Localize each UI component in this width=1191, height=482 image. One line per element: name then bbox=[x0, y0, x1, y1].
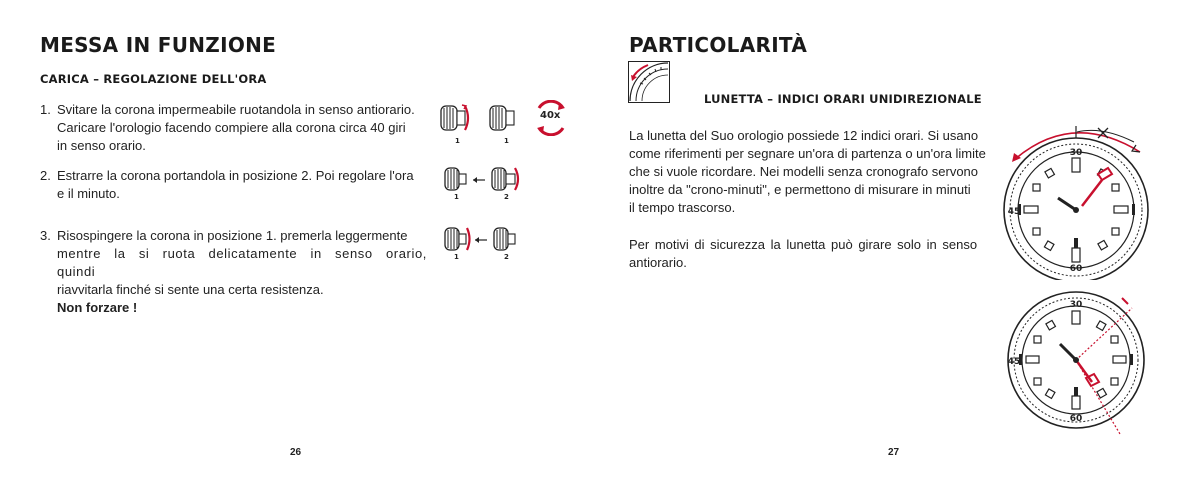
step-number-3: 3. bbox=[40, 228, 51, 243]
dial-label-left: 45 bbox=[1007, 357, 1021, 367]
paragraph-1-line-5: il tempo trascorso. bbox=[629, 200, 736, 215]
step-1-line-1: Svitare la corona impermeabile ruotandola in senso antiorario. bbox=[57, 102, 415, 117]
step-1-line-3: in senso orario. bbox=[57, 138, 146, 153]
step-3-line-1: Risospingere la corona in posizione 1. premerla leggermente bbox=[57, 228, 408, 243]
step-number-1: 1. bbox=[40, 102, 51, 117]
paragraph-1-line-4: inoltre da "crono-minuti", e permettono di misurare in minuti bbox=[629, 182, 971, 197]
crown-position-label: 2 bbox=[504, 253, 509, 261]
paragraph-1-line-2: come riferimenti per segnare un'ora di partenza o un'ora limite bbox=[629, 146, 986, 161]
section-subtitle: CARICA – REGOLAZIONE DELL'ORA bbox=[40, 72, 267, 86]
crown-position-label: 2 bbox=[504, 193, 509, 201]
page-title: MESSA IN FUNZIONE bbox=[40, 33, 277, 57]
crown-position-label: 1 bbox=[454, 253, 459, 261]
dial-label-top: 30 bbox=[1069, 148, 1083, 158]
arrow-left-icon bbox=[474, 236, 488, 244]
section-subtitle: LUNETTA – INDICI ORARI UNIDIREZIONALE bbox=[704, 92, 982, 106]
watch-dial-illustration bbox=[1002, 120, 1152, 280]
step-3-line-2: mentre la si ruota delicatamente in senso orario, quindi bbox=[57, 246, 427, 279]
dial-label-bottom: 60 bbox=[1069, 264, 1083, 274]
crown-position-label: 1 bbox=[504, 137, 509, 145]
dial-label-bottom: 60 bbox=[1069, 414, 1083, 424]
step-1-line-2: Caricare l'orologio facendo compiere alla corona circa 40 giri bbox=[57, 120, 406, 135]
crown-position-label: 1 bbox=[455, 137, 460, 145]
step-1-text bbox=[57, 101, 429, 155]
paragraph-1-line-1: La lunetta del Suo orologio possiede 12 indici orari. Si usano bbox=[629, 128, 979, 143]
bezel-rotation-icon bbox=[628, 61, 670, 103]
page-title: PARTICOLARITÀ bbox=[629, 33, 808, 57]
page-left bbox=[0, 0, 595, 482]
crown-position-label: 1 bbox=[454, 193, 459, 201]
warning-text: Non forzare ! bbox=[57, 300, 138, 315]
watch-dial-illustration bbox=[1002, 288, 1152, 438]
paragraph-1-line-3: che si vuole ricordare. Nei modelli senza cronografo servono bbox=[629, 164, 979, 179]
step-3-text bbox=[57, 227, 427, 317]
turns-label: 40x bbox=[540, 110, 561, 121]
page-number: 26 bbox=[290, 447, 302, 458]
step-2-line-1: Estrarre la corona portandola in posizione 2. Poi regolare l'ora bbox=[57, 168, 414, 183]
dial-label-top: 30 bbox=[1069, 300, 1083, 310]
step-2-text bbox=[57, 167, 429, 203]
arrow-left-icon bbox=[472, 176, 486, 184]
paragraph-2-line-2: antiorario. bbox=[629, 255, 687, 270]
step-number-2: 2. bbox=[40, 168, 51, 183]
step-3-line-3: riavvitarla finché si sente una certa resistenza. bbox=[57, 282, 324, 297]
step-2-line-2: e il minuto. bbox=[57, 186, 120, 201]
paragraph-1 bbox=[629, 127, 993, 217]
dial-label-left: 45 bbox=[1007, 207, 1021, 217]
page-right bbox=[596, 0, 1191, 482]
paragraph-2-line-1: Per motivi di sicurezza la lunetta può girare solo in senso bbox=[629, 237, 978, 252]
page-number: 27 bbox=[888, 447, 900, 458]
paragraph-2 bbox=[629, 236, 993, 272]
